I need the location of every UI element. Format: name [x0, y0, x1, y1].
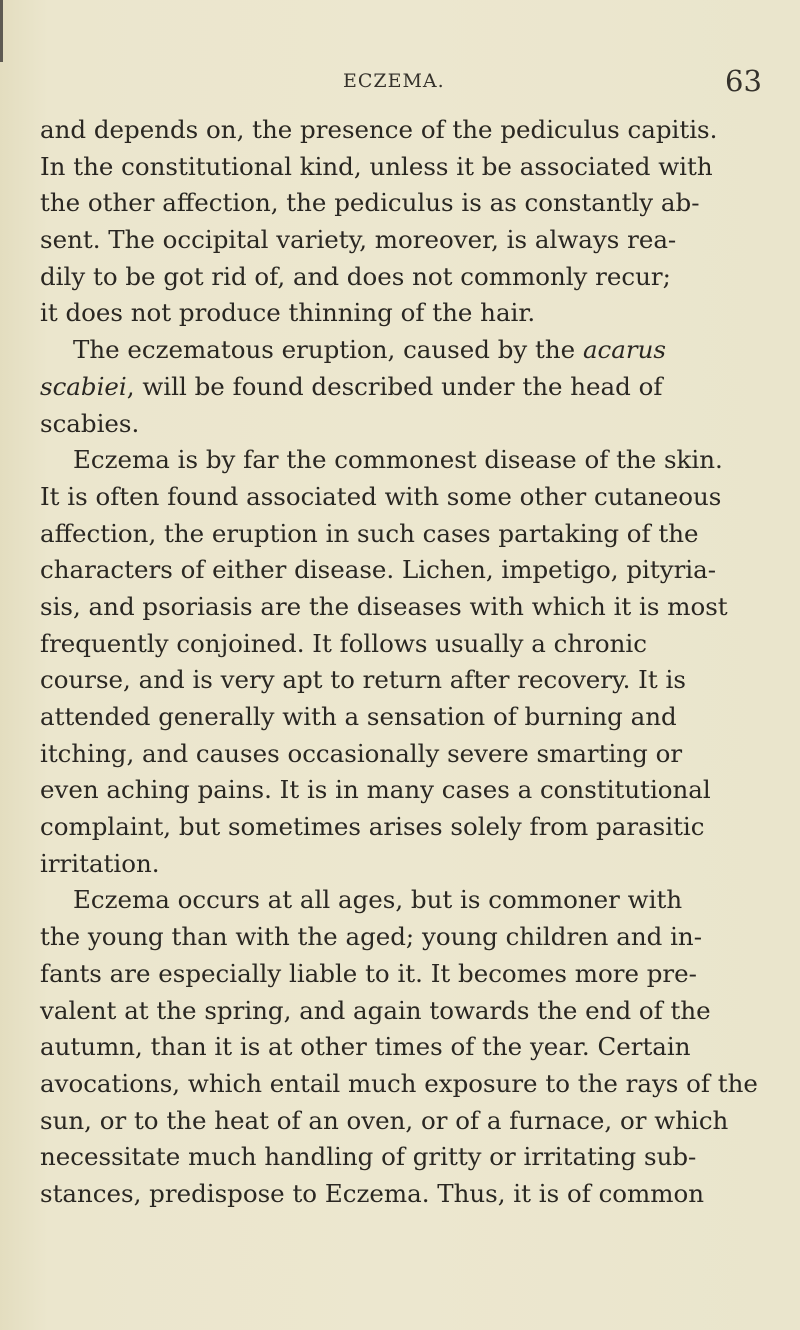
- text-line: fants are especially liable to it. It becomes more pre-: [40, 958, 697, 988]
- text-line: course, and is very apt to return after recovery. It is: [40, 665, 686, 695]
- text-line: Eczema occurs at all ages, but is commoner with: [73, 885, 683, 915]
- text-line: [40, 332, 770, 369]
- text-line: characters of either disease. Lichen, impetigo, pityria-: [40, 555, 717, 585]
- text-line: frequently conjoined. It follows usually a chronic: [40, 628, 647, 658]
- text-line: [40, 369, 770, 406]
- text-line: dily to be got rid of, and does not commonly recur;: [40, 261, 671, 291]
- text-line: valent at the spring, and again towards the end of the: [40, 995, 711, 1025]
- text-line: the other affection, the pediculus is as constantly ab-: [40, 188, 700, 218]
- text-line: irritation.: [40, 848, 160, 878]
- text-line: stances, predispose to Eczema. Thus, it is of common: [40, 1178, 705, 1208]
- running-head: ECZEMA.: [343, 70, 445, 92]
- text-line: itching, and causes occasionally severe smarting or: [40, 738, 683, 768]
- page-header: [0, 64, 800, 104]
- italic-term: scabiei: [40, 371, 127, 401]
- text-line: Eczema is by far the commonest disease of the skin.: [73, 445, 723, 475]
- text-line: complaint, but sometimes arises solely from parasitic: [40, 812, 705, 842]
- page-edge-line: [0, 0, 3, 62]
- body-text: [40, 112, 770, 1213]
- text-line: it does not produce thinning of the hair.: [40, 298, 536, 328]
- text-line: In the constitutional kind, unless it be associated with: [40, 151, 713, 181]
- text-line: It is often found associated with some other cutaneous: [40, 481, 722, 511]
- text-line: attended generally with a sensation of burning and: [40, 702, 677, 731]
- italic-term: acarus: [582, 335, 666, 365]
- text-line: and depends on, the presence of the pediculus capitis.: [40, 115, 718, 144]
- text-run: The eczematous eruption, caused by the: [73, 335, 583, 365]
- page-number: 63: [725, 64, 762, 98]
- text-line: the young than with the aged; young children and in-: [40, 922, 702, 952]
- text-line: sis, and psoriasis are the diseases with which it is most: [40, 591, 728, 621]
- text-line: affection, the eruption in such cases partaking of the: [40, 518, 699, 548]
- text-line: sent. The occipital variety, moreover, is always rea-: [40, 225, 677, 255]
- text-line: autumn, than it is at other times of the year. Certain: [40, 1032, 691, 1062]
- text-line: sun, or to the heat of an oven, or of a furnace, or which: [40, 1105, 729, 1135]
- text-line: avocations, which entail much exposure to the rays of the: [40, 1068, 758, 1098]
- text-line: necessitate much handling of gritty or irritating sub-: [40, 1142, 697, 1172]
- text-line: scabies.: [40, 408, 140, 438]
- text-line: even aching pains. It is in many cases a constitutional: [40, 775, 711, 805]
- text-run: , will be found described under the head of: [126, 371, 663, 401]
